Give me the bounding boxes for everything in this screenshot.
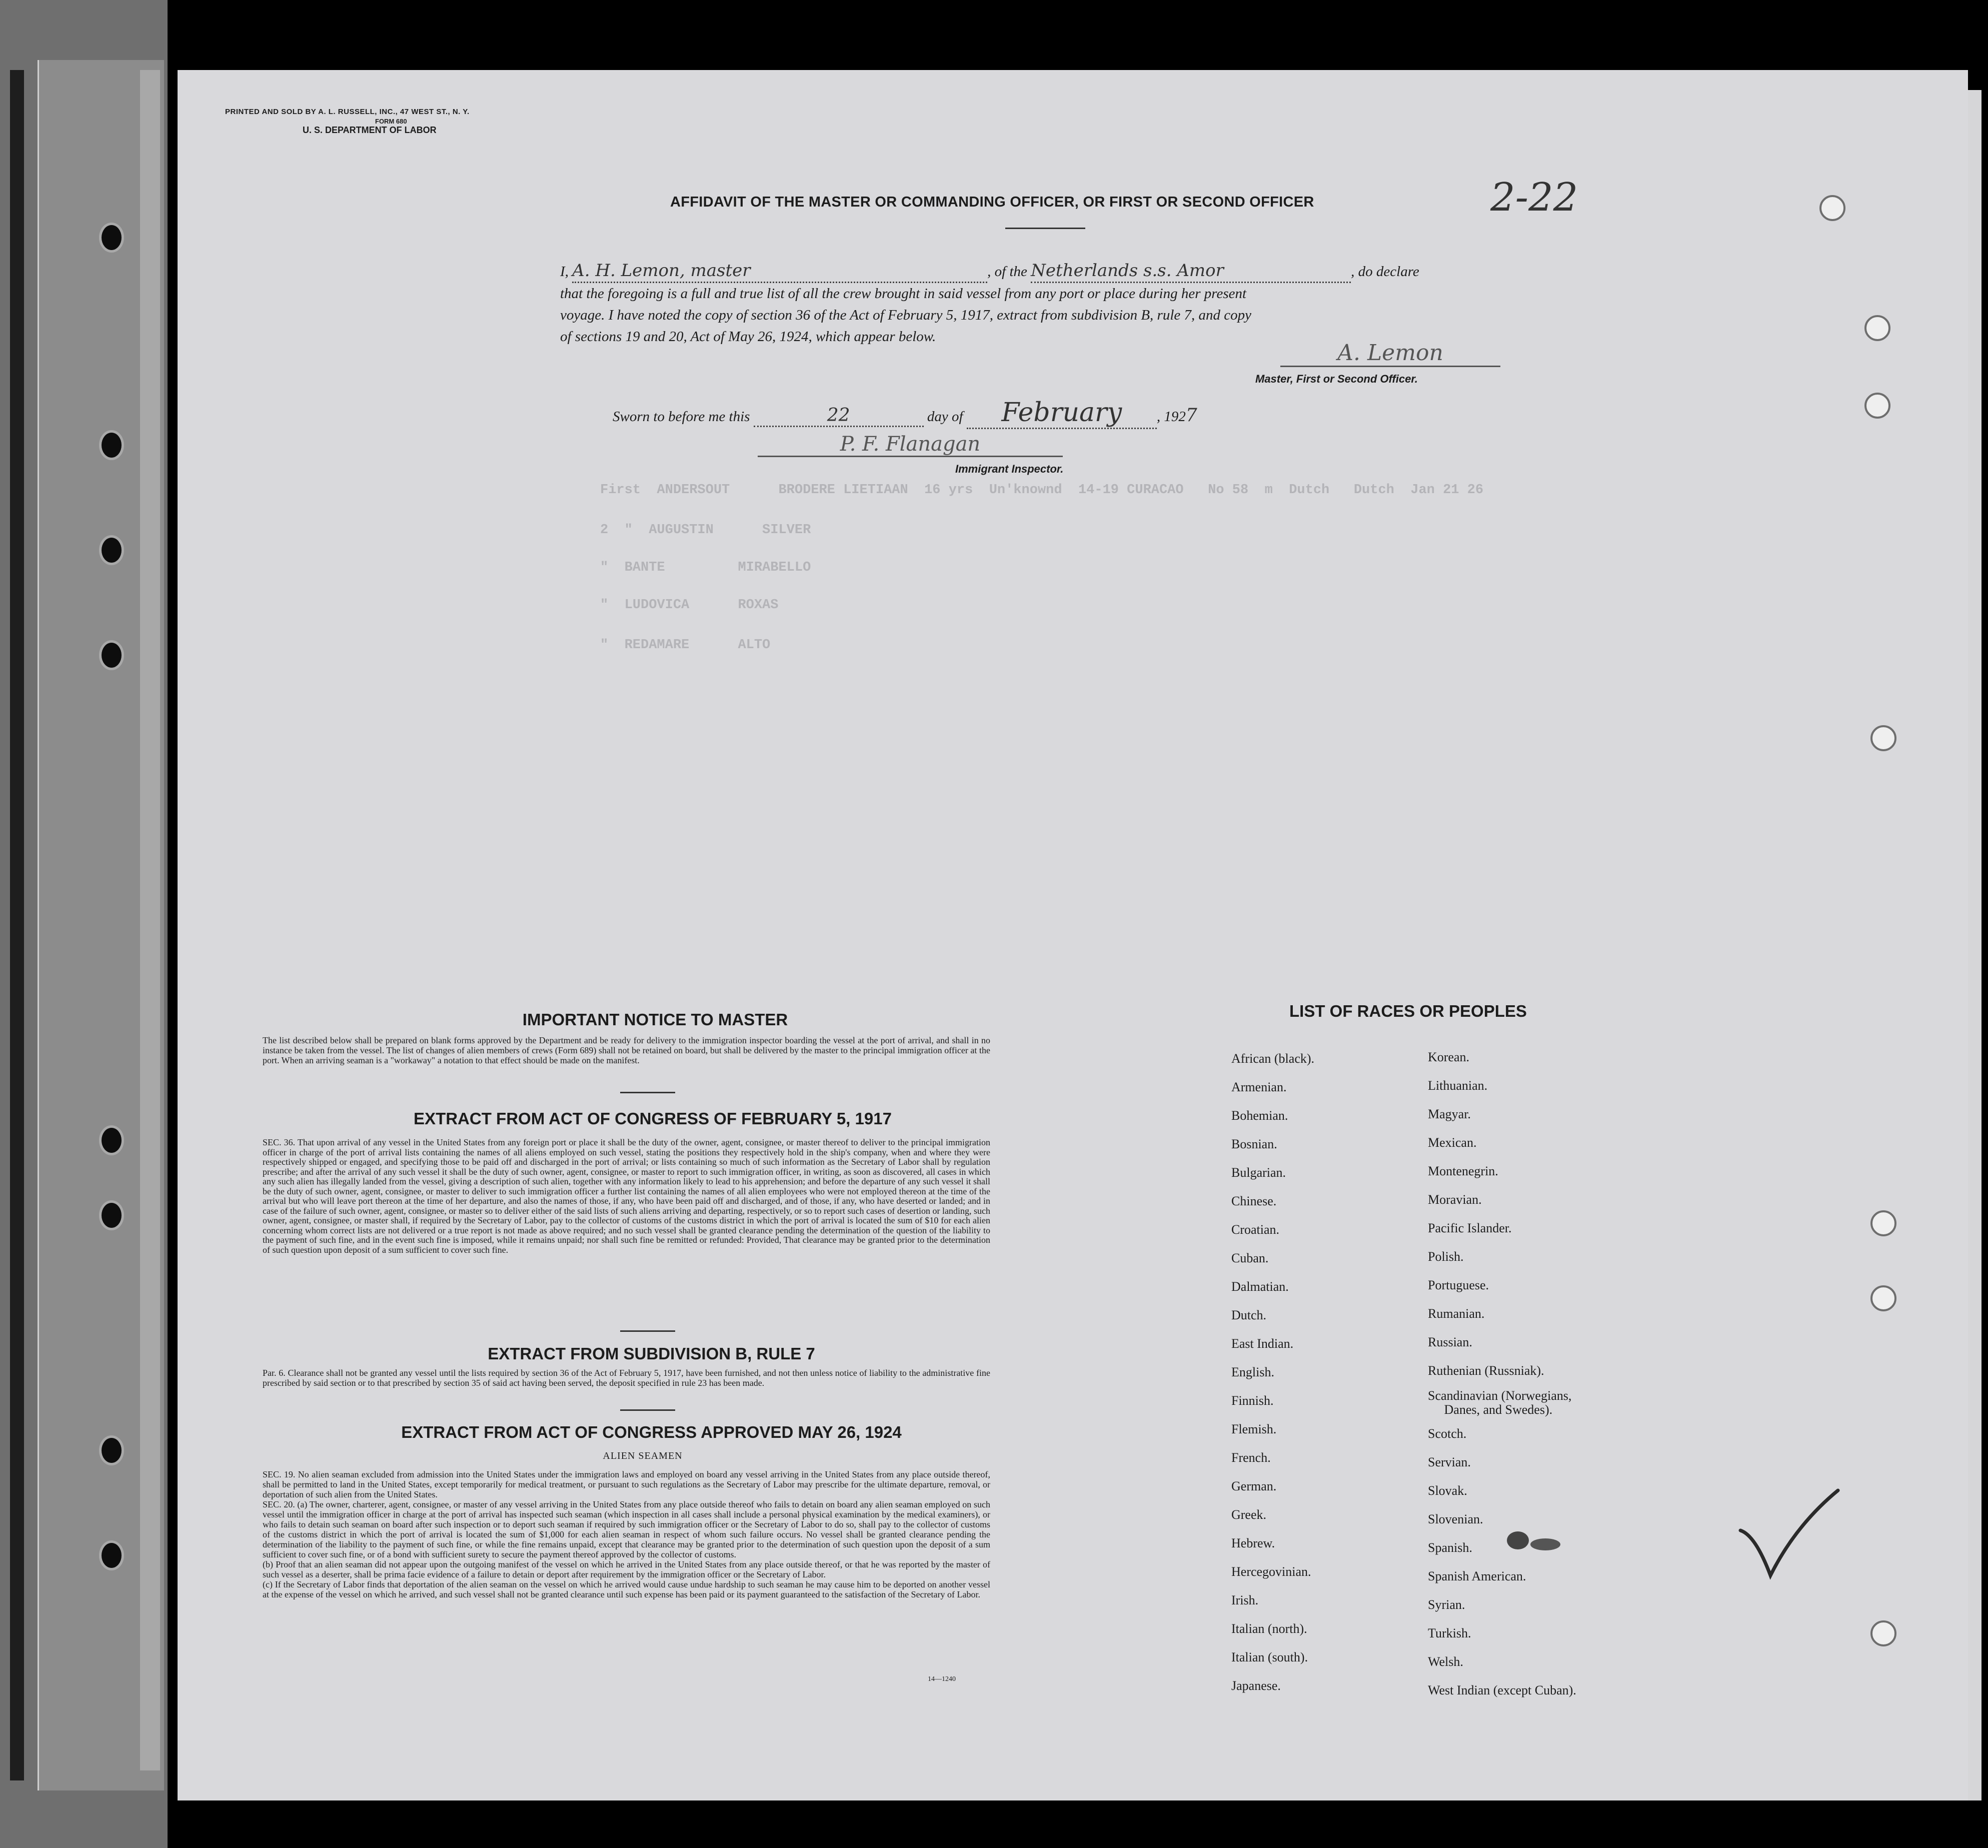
- inspector-caption: Immigrant Inspector.: [955, 463, 1064, 475]
- race-item: Servian.: [1428, 1455, 1471, 1469]
- inspector-signature: P. F. Flanagan: [758, 433, 1063, 457]
- binder-hole-icon: [99, 535, 124, 565]
- sworn-year-handwritten: 7: [1185, 405, 1197, 426]
- department-name: U. S. DEPARTMENT OF LABOR: [303, 125, 437, 135]
- race-item: Portuguese.: [1428, 1278, 1489, 1292]
- form-number: FORM 680: [375, 118, 407, 125]
- notice-body: The list described below shall be prepared on blank forms approved by the Department and be ready for delivery to the immigration inspector boarding the vessel at the port of arrival, and shall in no instance be taken from the vessel. The list of changes of alien members of crews (Form 689) shall not be retained on board, but shall be delivered by the master to the principal immigration officer at the port. When an arriving seaman is a "workaway" a notation to that effect should be made on the manifest.: [263, 1035, 990, 1065]
- binder-hole-icon: [99, 1435, 124, 1465]
- race-item: Dalmatian.: [1231, 1279, 1289, 1294]
- divider: [620, 1330, 675, 1332]
- race-item: Japanese.: [1231, 1678, 1281, 1693]
- divider: [620, 1092, 675, 1093]
- year-prefix: , 192: [1156, 409, 1186, 425]
- punch-hole-icon: [1870, 725, 1896, 751]
- binder-hole-icon: [99, 640, 124, 670]
- binder-hole-icon: [99, 430, 124, 460]
- races-title: LIST OF RACES OR PEOPLES: [1289, 1002, 1527, 1020]
- race-item: Slovenian.: [1428, 1512, 1483, 1526]
- punch-hole-icon: [1864, 393, 1890, 419]
- sworn-day-handwritten: 22: [754, 405, 924, 427]
- bleed-through-row: " BANTE MIRABELLO: [600, 560, 811, 575]
- of-the-label: , of the: [987, 264, 1027, 280]
- race-item: Lithuanian.: [1428, 1078, 1488, 1093]
- punch-hole-icon: [1870, 1620, 1896, 1646]
- sworn-month-handwritten: February: [967, 398, 1157, 429]
- punch-hole-icon: [1870, 1285, 1896, 1311]
- race-item: Pacific Islander.: [1428, 1221, 1512, 1235]
- punch-hole-icon: [1819, 195, 1845, 221]
- sworn-label: Sworn to before me this: [613, 409, 750, 425]
- race-item: Slovak.: [1428, 1483, 1467, 1498]
- affidavit-title: AFFIDAVIT OF THE MASTER OR COMMANDING OFFICER, OR FIRST OR SECOND OFFICER: [670, 194, 1314, 210]
- divider: [620, 1409, 675, 1411]
- ink-blot-icon: [1500, 1525, 1570, 1560]
- race-item: Moravian.: [1428, 1192, 1482, 1207]
- race-item: Italian (south).: [1231, 1650, 1308, 1664]
- extract-1924-body: [263, 1469, 990, 1599]
- punch-hole-icon: [1870, 1210, 1896, 1236]
- extract-rule7-title: EXTRACT FROM SUBDIVISION B, RULE 7: [488, 1344, 815, 1363]
- notice-title: IMPORTANT NOTICE TO MASTER: [522, 1010, 788, 1029]
- binder-strip: [10, 70, 24, 1780]
- vessel-name-handwritten: Netherlands s.s. Amor: [1031, 260, 1351, 283]
- print-code: 14—1240: [928, 1675, 956, 1683]
- race-item: East Indian.: [1231, 1336, 1294, 1351]
- race-item: Montenegrin.: [1428, 1164, 1498, 1178]
- binder-hole-icon: [99, 1540, 124, 1570]
- affidavit-line-3: voyage. I have noted the copy of section 36 of the Act of February 5, 1917, extract from subdivision B, rule 7, and copy: [560, 307, 1252, 323]
- race-item: Polish.: [1428, 1249, 1464, 1264]
- race-item: Rumanian.: [1428, 1306, 1485, 1321]
- binder-hole-icon: [99, 1125, 124, 1155]
- races-right-column: [1428, 1043, 1663, 1704]
- binder-hole-icon: [99, 223, 124, 253]
- race-item: Hercegovinian.: [1231, 1564, 1311, 1579]
- printer-imprint: PRINTED AND SOLD BY A. L. RUSSELL, INC., 47 WEST ST., N. Y.: [225, 108, 470, 116]
- binder-edge: [140, 70, 160, 1770]
- bleed-through-row: First ANDERSOUT BRODERE LIETIAAN 16 yrs Un'knownd 14-19 CURACAO No 58 m Dutch Dutch Jan 21 26: [600, 483, 1484, 498]
- race-item: West Indian (except Cuban).: [1428, 1683, 1576, 1697]
- race-item: Bulgarian.: [1231, 1165, 1286, 1180]
- day-of-label: day of: [927, 409, 963, 425]
- race-item: Croatian.: [1231, 1222, 1280, 1237]
- master-name-handwritten: A. H. Lemon, master: [572, 260, 987, 283]
- race-item: Scotch.: [1428, 1426, 1467, 1441]
- race-item: Spanish.: [1428, 1540, 1472, 1555]
- race-item: Italian (north).: [1231, 1621, 1307, 1636]
- race-item: Turkish.: [1428, 1626, 1471, 1640]
- race-item: Russian.: [1428, 1335, 1472, 1349]
- sworn-line: [613, 398, 1197, 429]
- races-left-column: [1231, 1044, 1421, 1700]
- race-item: Korean.: [1428, 1050, 1470, 1064]
- declare-label: , do declare: [1351, 264, 1419, 280]
- race-item: Dutch.: [1231, 1308, 1267, 1322]
- master-signature: A. Lemon: [1280, 340, 1500, 367]
- extract-1917-title: EXTRACT FROM ACT OF CONGRESS OF FEBRUARY 5, 1917: [414, 1109, 892, 1128]
- check-mark-icon: [1735, 1480, 1845, 1595]
- extract-rule7-body: Par. 6. Clearance shall not be granted any vessel until the lists required by section 36 of the Act of February 5, 1917, have been furnished, and not then unless notice of liability to the administrative fine prescribed by said section or to that prescribed by section 35 of said act having been served, the deposit specified in rule 23 has been made.: [263, 1368, 990, 1388]
- race-item: Irish.: [1231, 1593, 1259, 1607]
- race-item: Armenian.: [1231, 1080, 1287, 1094]
- section-20b: (b) Proof that an alien seaman did not appear upon the outgoing manifest of the vessel on which he arrived in the United States from any place outside thereof, or that he was reported by the master of such vessel as a deserter, shall be prima facie evidence of a failure to detain or deport after requirement by the immigration officer or the Secretary of Labor.: [263, 1559, 990, 1579]
- race-item: Syrian.: [1428, 1597, 1465, 1612]
- race-item: Bohemian.: [1231, 1108, 1288, 1123]
- bleed-through-row: 2 " AUGUSTIN SILVER: [600, 523, 844, 538]
- extract-1917-body: SEC. 36. That upon arrival of any vessel in the United States from any foreign port or place it shall be the duty of the owner, agent, consignee, or master thereof to deliver to the principal immigration officer in charge of the port of arrival lists containing the names of all aliens employed on such vessel, stating the positions they respectively hold in the ship's company, when and where they were respectively shipped or engaged, and specifying those to be paid off and discharged in the port of arrival; or lists containing so much of such information as the Secretary of Labor shall by regulation prescribe; and after the arrival of any such vessel it shall be the duty of such owner, agent, consignee, or master to report to such immigration officer, in writing, as soon as discovered, all cases in which any such alien has illegally landed from the vessel, giving a description of such alien, together with any information likely to lead to his apprehension; and before the departure of any such vessel it shall be the duty of such owner, agent, consignee, or master to deliver to such immigration officer a further list containing the names of all alien employees who were not employed thereon at the time of the arrival but who will leave port thereon at the time of her departure, and also the names of those, if any, who have been paid off and discharged, and of those, if any, who have deserted or landed; and in case of the failure of such owner, agent, consignee, or master so to deliver either of the said lists of such aliens arriving and departing, respectively, or so to report such cases of desertion or landing, such owner, agent, consignee, or master shall, if required by the Secretary of Labor, pay to the collector of customs of the customs district in which the port of arrival is located the sum of $10 for each alien concerning whom correct lists are not delivered or a true report is not made as above required; and no such vessel shall be granted clearance pending the determination of the question of the liability to the payment of such fine, and in the event such fine is imposed, while it remains unpaid; nor shall such fine be remitted or refunded: Provided, That clearance may be granted prior to the determination of such question upon deposit of a sum sufficient to cover such fine.: [263, 1137, 990, 1255]
- race-item: Finnish.: [1231, 1393, 1274, 1408]
- bleed-through-row: " REDAMARE ALTO: [600, 638, 771, 653]
- extract-1924-title: EXTRACT FROM ACT OF CONGRESS APPROVED MAY 26, 1924: [401, 1423, 902, 1441]
- race-item: Hebrew.: [1231, 1536, 1275, 1550]
- extract-1924-subtitle: ALIEN SEAMEN: [603, 1450, 683, 1461]
- affidavit-line-1: [560, 260, 1535, 283]
- section-20a: SEC. 20. (a) The owner, charterer, agent, consignee, or master of any vessel arriving in the United States from any place outside thereof who fails to detain on board any alien seaman employed on such vessel until the immigration officer in charge at the port of arrival has inspected such seaman (which inspection in all cases shall include a personal physical examination by the medical examiners), or who fails to detain such seaman on board after such inspection or to deport such seaman if required by such immigration officer or the Secretary of Labor to do so, shall pay to the collector of customs of the customs district in which the port of arrival is located the sum of $1,000 for each alien seaman in respect of whom such failure occurs. No vessel shall be granted clearance pending the determination of the liability to the payment of such fine, or while the fine remains unpaid, except that clearance may be granted prior to the determination of such question upon the deposit of a sum sufficient to cover such fine, or of a bond with sufficient surety to secure the payment thereof approved by the collector of customs.: [263, 1499, 990, 1559]
- race-item: Magyar.: [1428, 1107, 1471, 1121]
- race-item: Spanish American.: [1428, 1569, 1526, 1583]
- race-item: Welsh.: [1428, 1654, 1463, 1669]
- race-item: African (black).: [1231, 1051, 1315, 1066]
- handwritten-date-note: 2-22: [1490, 175, 1578, 220]
- race-item: Flemish.: [1231, 1422, 1277, 1436]
- race-item: Mexican.: [1428, 1135, 1477, 1150]
- affidavit-body: [560, 260, 1535, 348]
- pronoun: I,: [560, 264, 569, 280]
- race-item: Scandinavian (Norwegians, Danes, and Swedes).: [1428, 1388, 1572, 1417]
- race-item: Greek.: [1231, 1507, 1267, 1522]
- affidavit-line-2: that the foregoing is a full and true list of all the crew brought in said vessel from any port or place during her present: [560, 286, 1247, 302]
- race-item: English.: [1231, 1365, 1274, 1379]
- affidavit-line-4: of sections 19 and 20, Act of May 26, 1924, which appear below.: [560, 329, 936, 345]
- race-item: Chinese.: [1231, 1194, 1277, 1208]
- bleed-through-row: " LUDOVICA ROXAS: [600, 598, 779, 613]
- master-caption: Master, First or Second Officer.: [1255, 373, 1418, 385]
- binder-hole-icon: [99, 1200, 124, 1230]
- race-item: German.: [1231, 1479, 1277, 1493]
- divider: [1005, 228, 1085, 229]
- section-19: SEC. 19. No alien seaman excluded from admission into the United States under the immigration laws and employed on board any vessel arriving in the United States from any place outside thereof, shall be permitted to land in the United States, except temporarily for medical treatment, or pursuant to such regulations as the Secretary of Labor may prescribe for the ultimate departure, removal, or deportation of such alien from the United States.: [263, 1469, 990, 1499]
- race-item: Cuban.: [1231, 1251, 1269, 1265]
- section-20c: (c) If the Secretary of Labor finds that deportation of the alien seaman on the vessel on which he arrived would cause undue hardship to such seaman he may cause him to be deported on another vessel at the expense of the vessel on which he arrived, and such vessel shall not be granted clearance until such expense has been paid or its payment guaranteed to the satisfaction of the Secretary of Labor.: [263, 1579, 990, 1599]
- race-item: Bosnian.: [1231, 1137, 1277, 1151]
- race-item: Ruthenian (Russniak).: [1428, 1363, 1544, 1378]
- race-item: French.: [1231, 1450, 1271, 1465]
- punch-hole-icon: [1864, 315, 1890, 341]
